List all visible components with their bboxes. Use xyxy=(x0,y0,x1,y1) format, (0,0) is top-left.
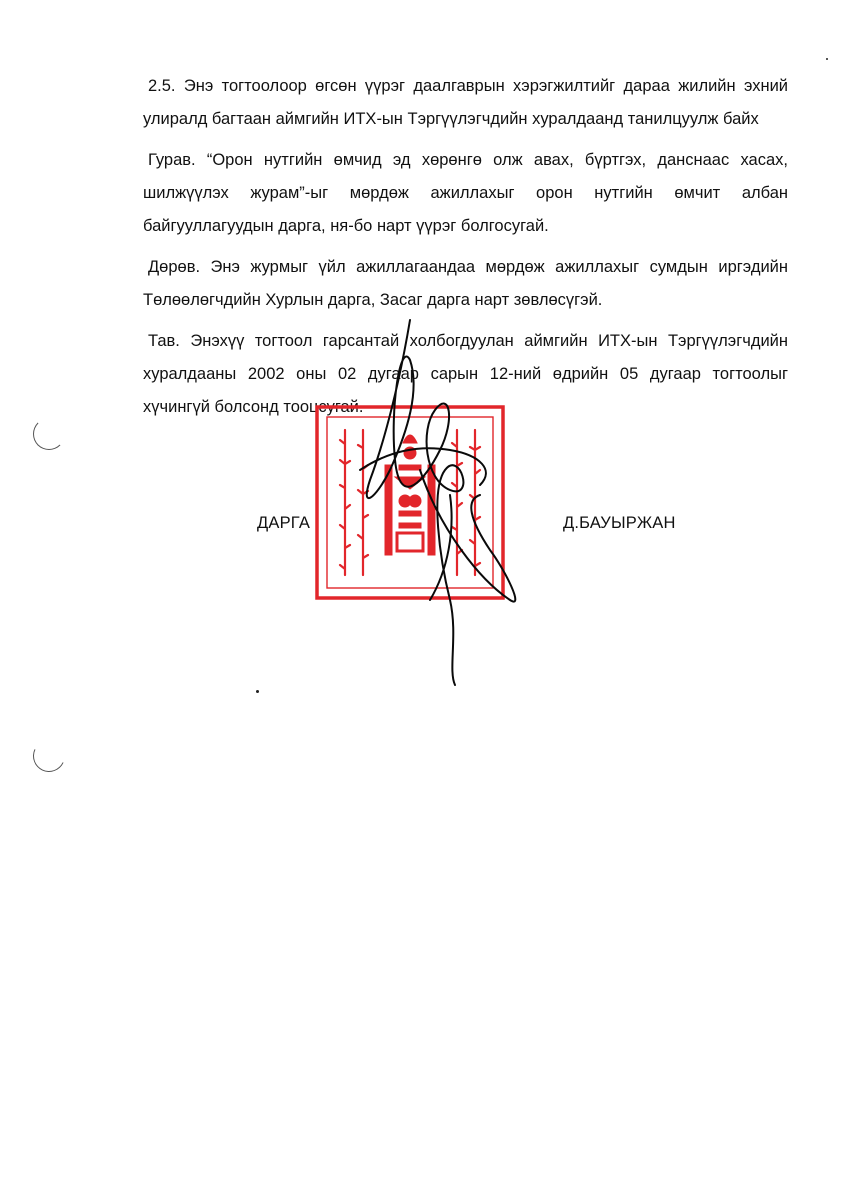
handwritten-signature-icon xyxy=(330,300,550,700)
scan-speck xyxy=(826,58,828,60)
paragraph-four: Дөрөв. Энэ журмыг үйл ажиллагаандаа мөрдөж ажиллахыг сумдын иргэдийн Төлөөлөгчдийн Хурлын дарга, Засаг дарга нарт зөвлөсүгэй. xyxy=(143,258,788,309)
signatory-name: Д.БАУЫРЖАН xyxy=(563,514,676,532)
punch-hole-icon xyxy=(33,418,65,450)
scan-speck xyxy=(256,690,259,693)
signatory-title: ДАРГА xyxy=(257,514,311,532)
paragraph-2-5: 2.5. Энэ тогтоолоор өгсөн үүрэг даалгаврын хэрэгжилтийг дараа жилийн эхний улиралд багтаан аймгийн ИТХ-ын Тэргүүлэгчдийн хуралдаанд танилцуулж байх xyxy=(143,77,788,128)
paragraph-three: Гурав. “Орон нутгийн өмчид эд хөрөнгө олж авах, бүртгэх, данснаас хасах, шилжүүлэх журам”-ыг мөрдөж ажиллахыг орон нутгийн өмчит албан байгууллагуудын дарга, ня-бо нарт үүрэг болгосугай. xyxy=(143,151,788,235)
paragraph-five: Тав. Энэхүү тогтоол гарсантай холбогдуулан аймгийн ИТХ-ын Тэргүүлэгчдийн хуралдааны 2002 оны 02 дугаар сарын 12-ний өдрийн 05 дугаар тогтоолыг хүчингүй болсонд тооцсугай. xyxy=(143,332,788,416)
punch-hole-icon xyxy=(28,735,69,776)
